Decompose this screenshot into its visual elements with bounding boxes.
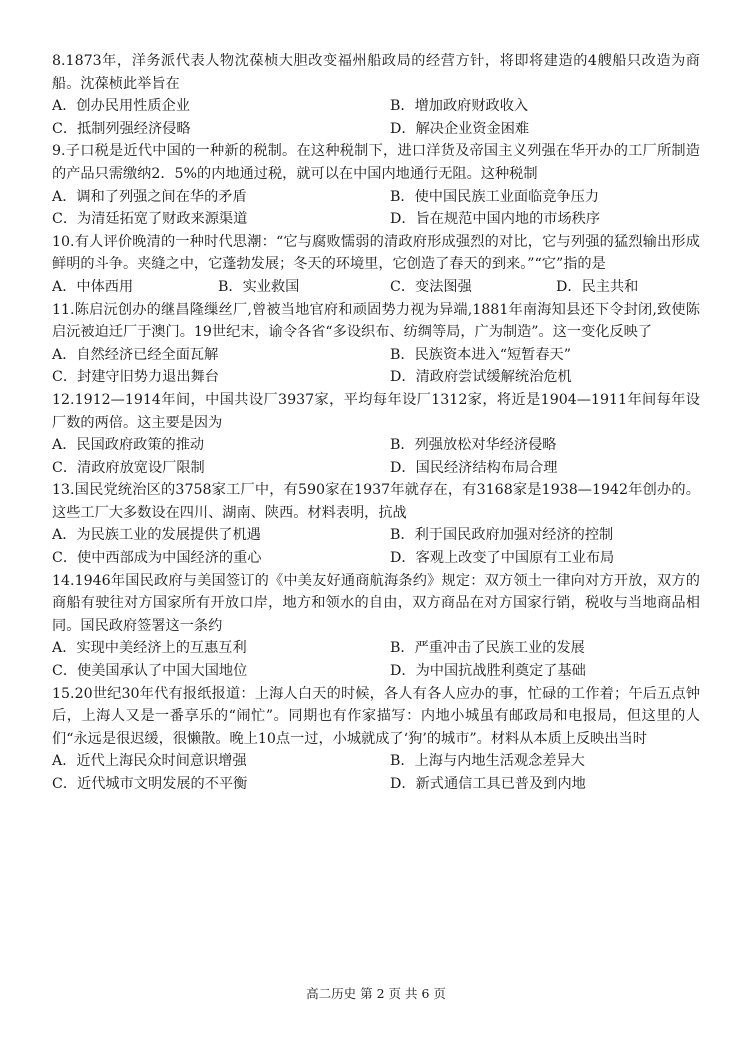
question-list <box>52 50 700 796</box>
option-grid <box>52 524 700 569</box>
option-b: B．使中国民族工业面临竞争压力 <box>390 188 600 205</box>
option-b: B．列强放松对华经济侵略 <box>390 437 557 454</box>
option-d: D．国民经济结构布局合理 <box>390 459 558 476</box>
question-15 <box>52 683 700 796</box>
option-a: A．自然经济已经全面瓦解 <box>52 346 219 363</box>
option-b: B．增加政府财政收入 <box>390 98 529 115</box>
option-d: D．民主共和 <box>556 278 639 295</box>
option-d: D．为中国抗战胜利奠定了基础 <box>390 663 586 680</box>
question-13 <box>52 479 700 569</box>
option-a: A．为民族工业的发展提供了机遇 <box>52 527 261 544</box>
question-stem: 11.陈启沅创办的继昌隆缫丝厂,曾被当地官府和顽固势力视为异端,1881年南海知县还下令封闭,致使陈启沅被迫迁厂于澳门。19世纪末，谕令各省“多设织布、纺绸等局，广为制造”。这一变化反映了 <box>52 301 700 341</box>
question-8 <box>52 50 700 140</box>
option-grid <box>52 186 700 231</box>
option-b: B．严重冲击了民族工业的发展 <box>390 640 585 657</box>
option-c: C．为清廷拓宽了财政来源渠道 <box>52 211 248 228</box>
option-a: A．调和了列强之间在华的矛盾 <box>52 188 247 205</box>
option-d: D．旨在规范中国内地的市场秩序 <box>390 211 601 228</box>
option-d: D．解决企业资金困难 <box>390 120 530 137</box>
option-c: C．近代城市文明发展的不平衡 <box>52 776 248 792</box>
option-c: C．抵制列强经济侵略 <box>52 120 191 137</box>
option-c: C．清政府放宽设厂限制 <box>52 459 205 476</box>
option-b: B．利于国民政府加强对经济的控制 <box>390 527 614 544</box>
option-a: A．中体西用 <box>52 278 134 295</box>
option-grid <box>52 276 700 299</box>
question-stem: 12.1912—1914年间，中国共设厂3937家，平均每年设厂1312家，将近是1904—1911年间每年设厂数的两倍。这主要是因为 <box>52 391 700 431</box>
option-b: B．民族资本进入“短暂春天” <box>390 346 571 363</box>
option-c: C．使美国承认了中国大国地位 <box>52 663 248 680</box>
option-grid <box>52 344 700 389</box>
option-d: D．新式通信工具已普及到内地 <box>390 776 586 792</box>
option-c: C．变法图强 <box>390 278 472 295</box>
question-stem: 13.国民党统治区的3758家工厂中，有590家在1937年就存在，有3168家是1938—1942年创办的。这些工厂大多数设在四川、湖南、陕西。材料表明，抗战 <box>52 482 700 521</box>
question-stem: 10.有人评价晚清的一种时代思潮：“它与腐败懦弱的清政府形成强烈的对比，它与列强的猛烈输出形成鲜明的斗争。夹缝之中，它蓬勃发展；冬天的环境里，它创造了春天的到来。”“它”指的是 <box>52 233 700 273</box>
option-a: A．近代上海民众时间意识增强 <box>52 753 247 770</box>
question-12 <box>52 389 700 479</box>
question-stem: 9.子口税是近代中国的一种新的税制。在这种税制下，进口洋货及帝国主义列强在华开办的工厂所制造的产品只需缴纳2．5%的内地通过税，就可以在中国内地通行无阻。这种税制 <box>52 143 700 182</box>
question-11 <box>52 299 700 389</box>
question-stem: 14.1946年国民政府与美国签订的《中美友好通商航海条约》规定：双方领土一律向对方开放，双方的商船有驶往对方国家所有开放口岸，地方和领水的自由，双方商品在对方国家行销，税收与当地商品相同。国民政府签署这一条约 <box>52 572 700 634</box>
question-10 <box>52 231 700 299</box>
option-grid <box>52 637 700 682</box>
option-b: B．上海与内地生活观念差异大 <box>390 753 585 770</box>
option-d: D．清政府尝试缓解统治危机 <box>390 369 572 386</box>
option-grid <box>52 95 700 140</box>
option-grid <box>52 750 700 795</box>
option-c: C．使中西部成为中国经济的重心 <box>52 550 262 567</box>
option-a: A．民国政府政策的推动 <box>52 437 205 454</box>
option-b: B．实业救国 <box>218 278 300 295</box>
option-a: A．实现中美经济上的互惠互利 <box>52 640 247 657</box>
page-footer: 高二历史 第 2 页 共 6 页 <box>306 986 446 1001</box>
question-stem: 15.20世纪30年代有报纸报道：上海人白天的时候，各人有各人应办的事，忙碌的工作着；午后五点钟后，上海人又是一番享乐的“闹忙”。同期也有作家描写：内地小城虽有邮政局和电报局，但这里的人们“永远是很迟缓，很懒散。晚上10点一过，小城就成了‘狗’的城市”。材料从本质上反映出当时 <box>52 685 700 747</box>
option-c: C．封建守旧势力退出舞台 <box>52 369 219 386</box>
question-9 <box>52 140 700 230</box>
option-grid <box>52 434 700 479</box>
option-a: A．创办民用性质企业 <box>52 98 190 115</box>
option-d: D．客观上改变了中国原有工业布局 <box>390 550 615 567</box>
question-14 <box>52 570 700 683</box>
question-stem: 8.1873年，洋务派代表人物沈葆桢大胆改变福州船政局的经营方针，将即将建造的4艘船只改造为商船。沈葆桢此举旨在 <box>52 53 700 92</box>
